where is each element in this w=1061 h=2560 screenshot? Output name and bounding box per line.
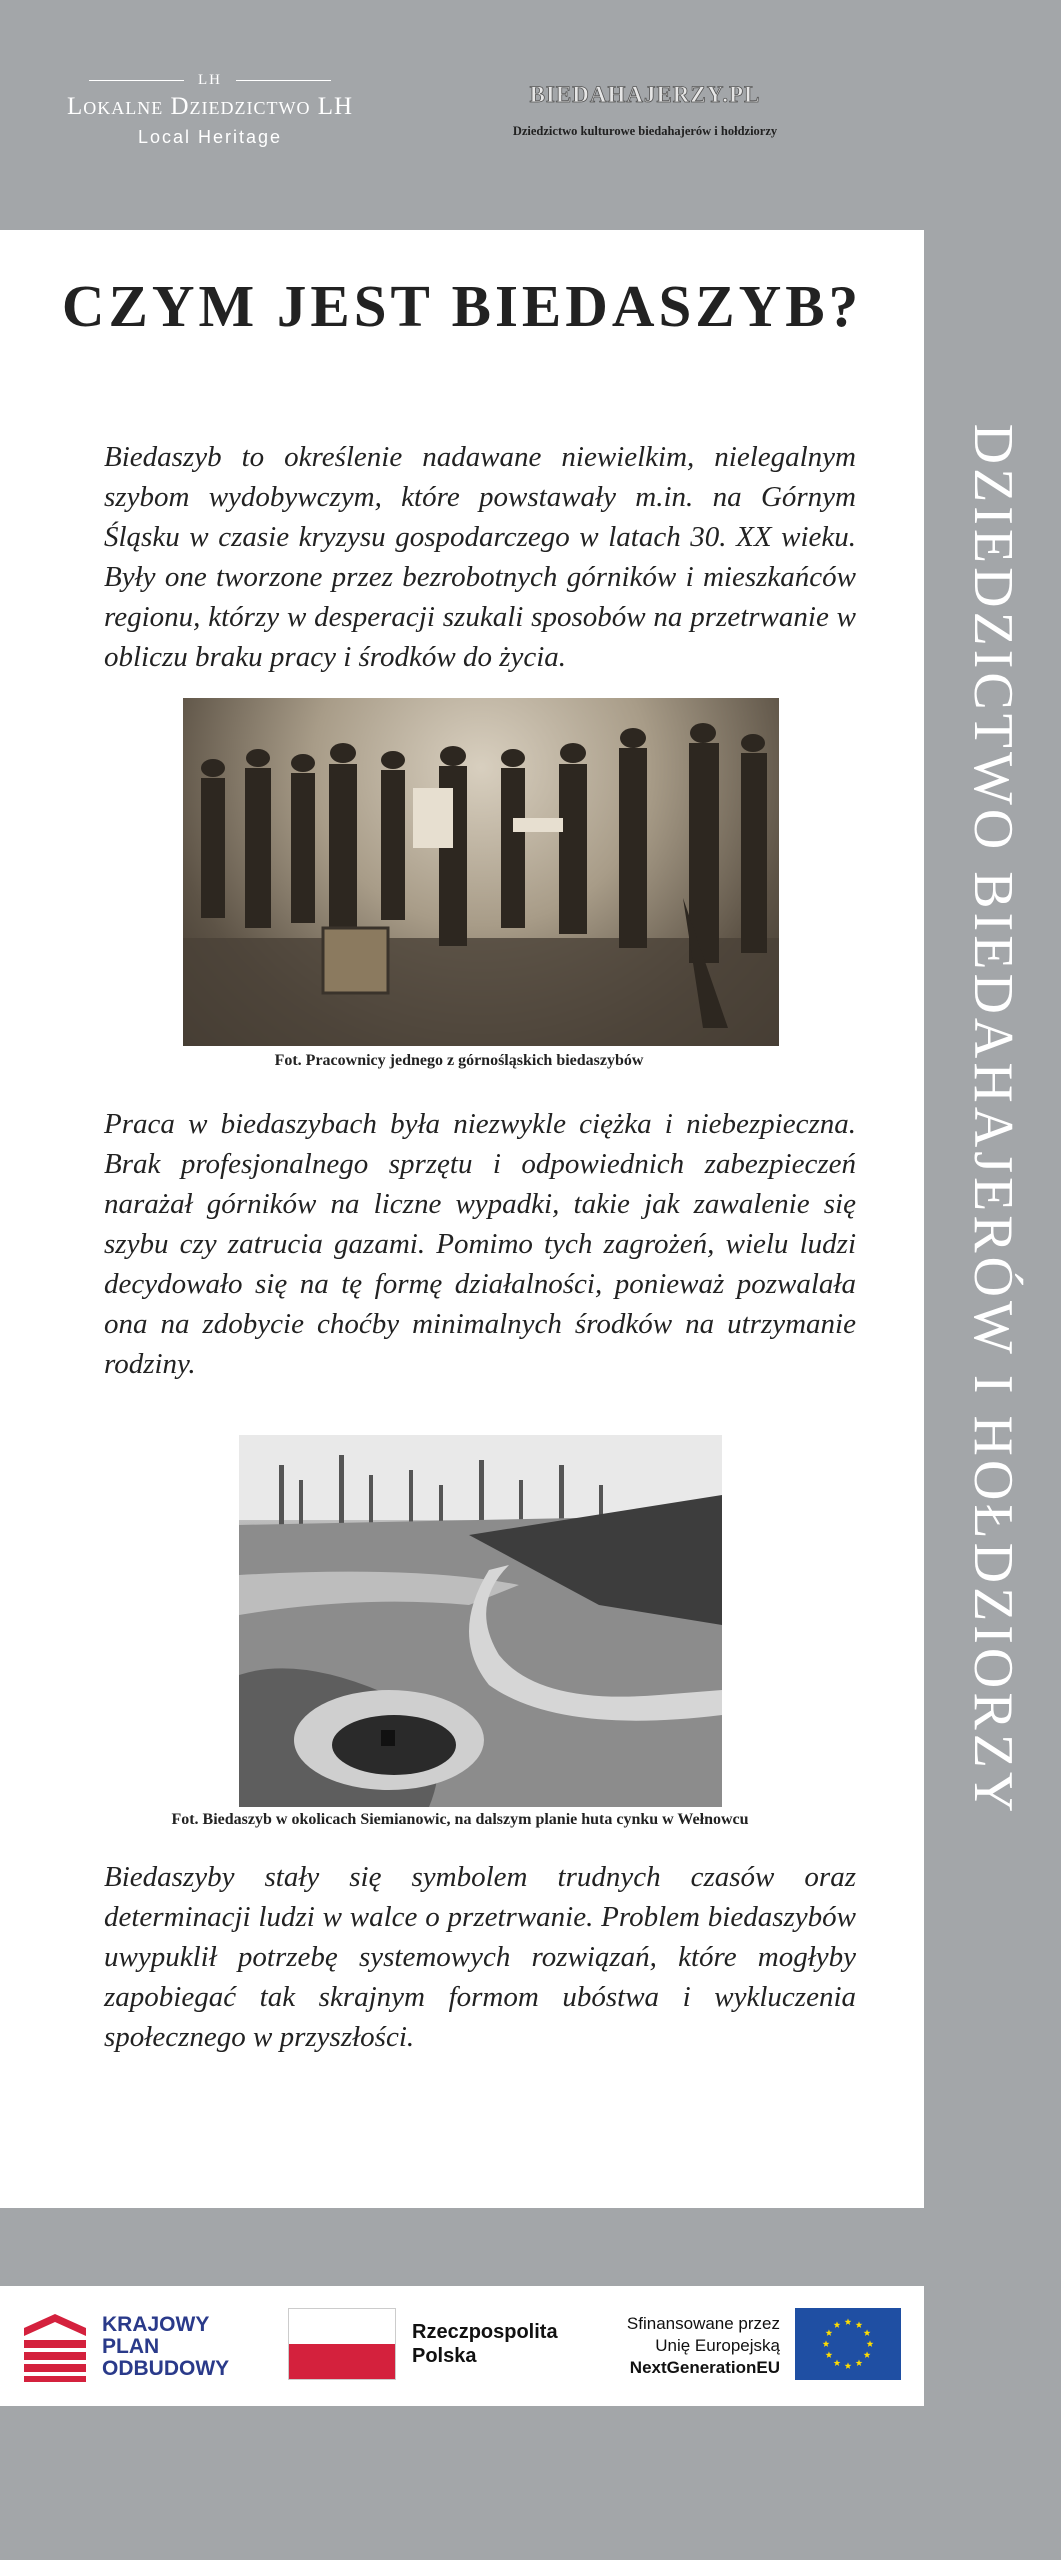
kpo-emblem-icon xyxy=(20,2310,90,2382)
header-band xyxy=(0,0,1061,230)
rp-line-1: Rzeczpospolita xyxy=(412,2321,558,2343)
kpo-line-1: KRAJOWY xyxy=(102,2313,210,2336)
biedahajerzy-logo xyxy=(460,82,830,139)
divider-line xyxy=(236,80,331,81)
kpo-logo xyxy=(20,2310,265,2382)
eu-line-1: Sfinansowane przez xyxy=(626,2314,780,2333)
kpo-line-2: PLAN xyxy=(102,2335,160,2358)
lh-logo xyxy=(40,72,380,148)
kpo-line-3: ODBUDOWY xyxy=(102,2357,230,2380)
miners-photo-illustration xyxy=(183,698,779,1046)
landscape-photo-illustration xyxy=(239,1435,722,1807)
divider-line xyxy=(89,80,184,81)
eu-text xyxy=(627,2313,780,2379)
rp-line-2: Polska xyxy=(412,2345,477,2367)
lh-mark xyxy=(40,72,380,89)
biedahajerzy-name: BIEDAHAJERZY.PL xyxy=(529,82,761,107)
biedaszyb-landscape-photo xyxy=(239,1435,722,1807)
paragraph-dangers: Praca w biedaszybach była niezwykle ciężka i niebezpieczna. Brak profesjonalnego sprzętu i odpowiednich zabezpieczeń narażał górników na liczne wypadki, takie jak zawalenie się szybu czy zatrucia gazami. Pomimo tych zagrożeń, wielu ludzi decydowało się na tę formę działalności, ponieważ pozwalała ona na zdobycie choćby minimalnych środków na utrzymanie rodziny. xyxy=(104,1108,856,1380)
funding-footer xyxy=(0,2286,924,2406)
page-title: CZYM JEST BIEDASZYB? xyxy=(61,273,863,339)
eu-flag-icon xyxy=(795,2308,901,2380)
paragraph-intro: Biedaszyb to określenie nadawane niewielkim, nielegalnym szybom wydobywczym, które powstawały m.in. na Górnym Śląsku w czasie kryzysu gospodarczego w latach 30. XX wieku. Były one tworzone przez bezrobotnych górników i mieszkańców regionu, którzy w desperacji szukali sposobów na przetrwanie w obliczu braku pracy i środków do życia. xyxy=(104,441,856,673)
lh-mark-text: LH xyxy=(198,72,222,88)
lh-name: Lokalne Dziedzictwo LH xyxy=(66,93,354,120)
side-vertical-text: DZIEDZICTWO BIEDAHAJERÓW I HOŁDZIORZY xyxy=(962,423,1024,1817)
rp-logo xyxy=(288,2308,588,2382)
photo-caption-1: Fot. Pracownicy jednego z górnośląskich biedaszybów xyxy=(274,1052,644,1069)
miners-photo xyxy=(183,698,779,1046)
paragraph-conclusion: Biedaszyby stały się symbolem trudnych czasów oraz determinacji ludzi w walce o przetrwanie. Problem biedaszybów uwypuklił potrzebę systemowych rozwiązań, które mogłyby zapobiegać tak skrajnym formom ubóstwa i wykluczenia społecznego w przyszłości. xyxy=(104,1861,856,2053)
kpo-text xyxy=(102,2314,229,2380)
photo-caption-2: Fot. Biedaszyb w okolicach Siemianowic, na dalszym planie huta cynku w Wełnowcu xyxy=(171,1811,749,1828)
eu-line-3: NextGenerationEU xyxy=(629,2358,780,2377)
rp-text xyxy=(412,2320,558,2368)
lh-subtitle: Local Heritage xyxy=(137,127,283,147)
biedahajerzy-subtitle: Dziedzictwo kulturowe biedahajerów i hołdziorzy xyxy=(512,124,778,138)
eu-line-2: Unię Europejską xyxy=(655,2336,780,2355)
eu-logo xyxy=(600,2308,900,2382)
polish-flag-icon xyxy=(288,2308,396,2380)
